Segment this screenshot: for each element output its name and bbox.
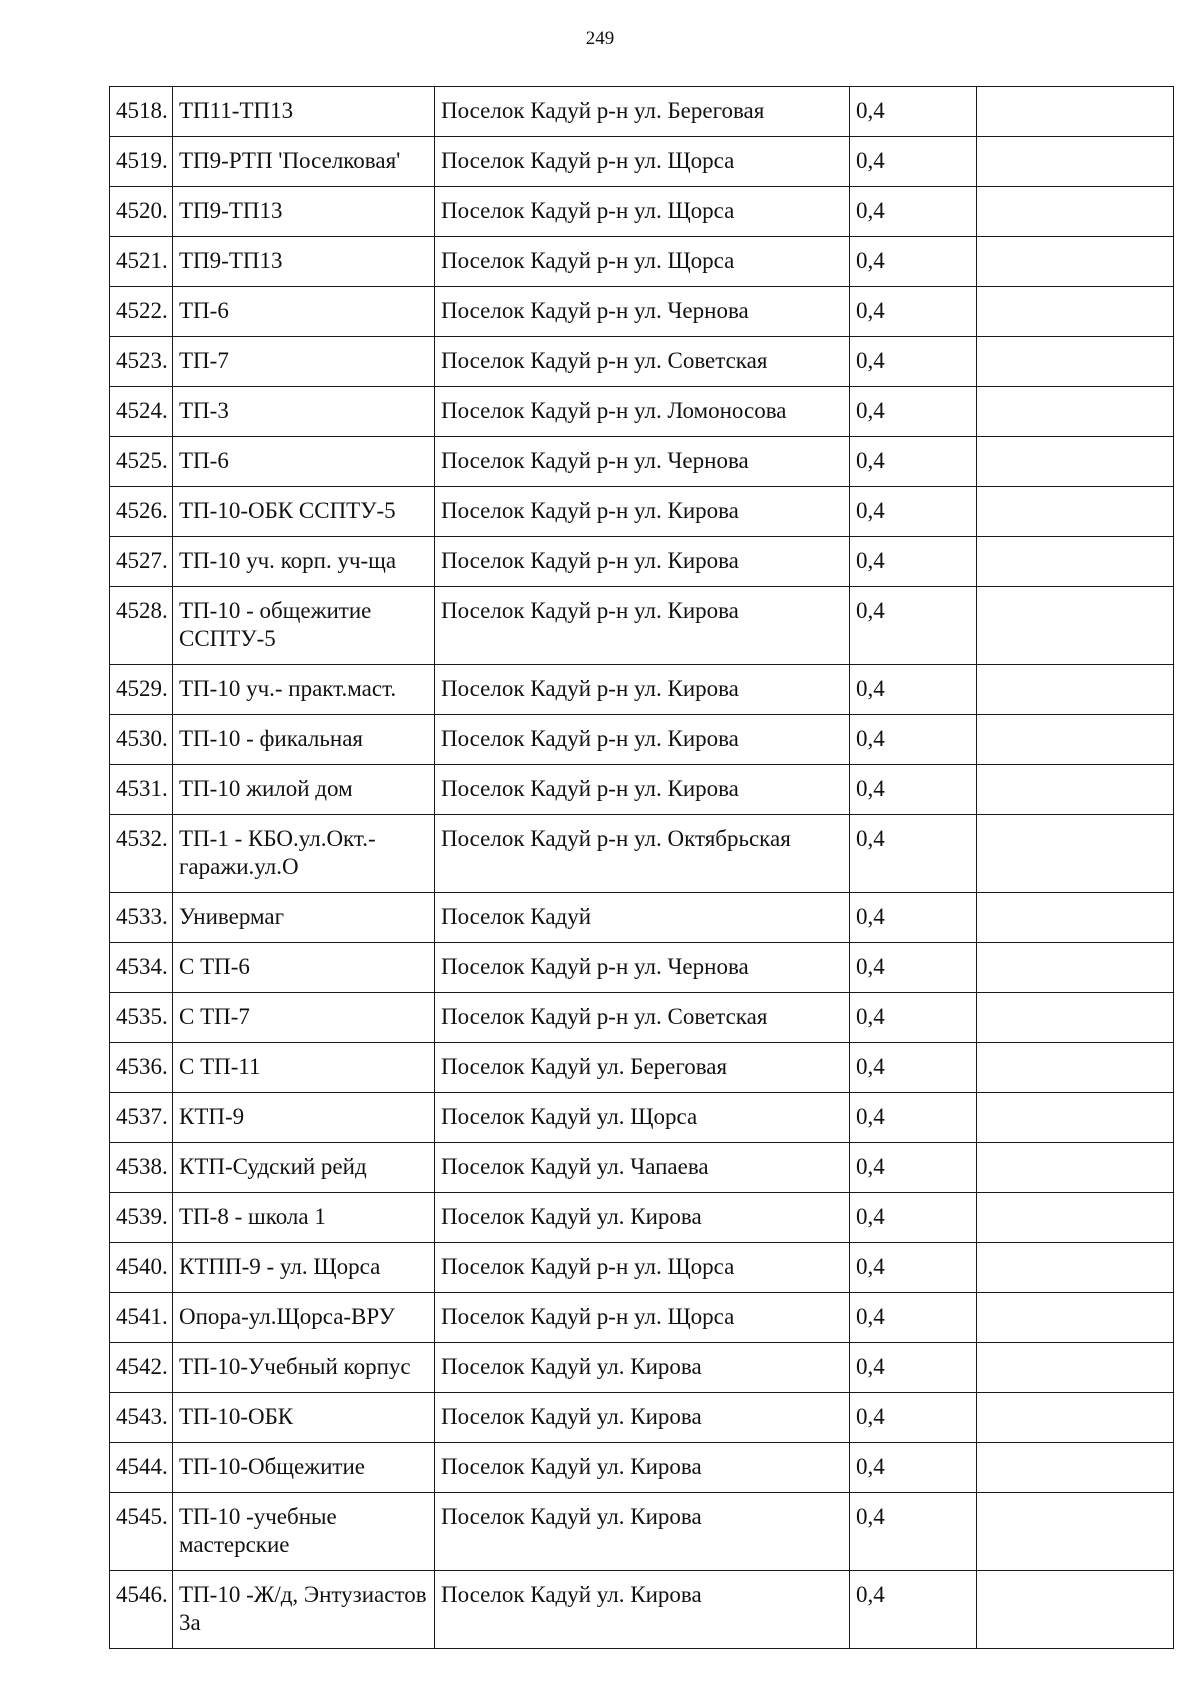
table-row xyxy=(110,943,1174,993)
table-row xyxy=(110,1143,1174,1193)
extra-cell xyxy=(977,1243,1174,1293)
table-row xyxy=(110,437,1174,487)
extra-cell xyxy=(977,665,1174,715)
extra-cell xyxy=(977,1143,1174,1193)
extra-cell xyxy=(977,1293,1174,1343)
voltage-cell: 0,4 xyxy=(850,815,977,893)
voltage-cell: 0,4 xyxy=(850,1443,977,1493)
address-cell: Поселок Кадуй р-н ул. Чернова xyxy=(435,287,850,337)
table-row xyxy=(110,137,1174,187)
address-cell: Поселок Кадуй р-н ул. Кирова xyxy=(435,715,850,765)
table-row xyxy=(110,1193,1174,1243)
table-row xyxy=(110,587,1174,665)
row-number-cell: 4530. xyxy=(110,715,173,765)
row-number-cell: 4540. xyxy=(110,1243,173,1293)
extra-cell xyxy=(977,287,1174,337)
address-cell: Поселок Кадуй xyxy=(435,893,850,943)
table-row xyxy=(110,487,1174,537)
object-name-cell: С ТП-7 xyxy=(173,993,435,1043)
address-cell: Поселок Кадуй р-н ул. Кирова xyxy=(435,537,850,587)
object-name-cell: ТП-10-ОБК xyxy=(173,1393,435,1443)
address-cell: Поселок Кадуй ул. Чапаева xyxy=(435,1143,850,1193)
table-row xyxy=(110,665,1174,715)
row-number-cell: 4538. xyxy=(110,1143,173,1193)
row-number-cell: 4545. xyxy=(110,1493,173,1571)
extra-cell xyxy=(977,765,1174,815)
row-number-cell: 4536. xyxy=(110,1043,173,1093)
extra-cell xyxy=(977,237,1174,287)
object-name-cell: ТП-8 - школа 1 xyxy=(173,1193,435,1243)
voltage-cell: 0,4 xyxy=(850,487,977,537)
object-name-cell: С ТП-11 xyxy=(173,1043,435,1093)
voltage-cell: 0,4 xyxy=(850,287,977,337)
address-cell: Поселок Кадуй р-н ул. Щорса xyxy=(435,187,850,237)
voltage-cell: 0,4 xyxy=(850,993,977,1043)
extra-cell xyxy=(977,1393,1174,1443)
object-name-cell: Универмаг xyxy=(173,893,435,943)
extra-cell xyxy=(977,537,1174,587)
voltage-cell: 0,4 xyxy=(850,893,977,943)
row-number-cell: 4534. xyxy=(110,943,173,993)
object-name-cell: ТП9-ТП13 xyxy=(173,237,435,287)
object-name-cell: ТП-10-Общежитие xyxy=(173,1443,435,1493)
extra-cell xyxy=(977,437,1174,487)
object-name-cell: ТП9-ТП13 xyxy=(173,187,435,237)
extra-cell xyxy=(977,715,1174,765)
object-name-cell: С ТП-6 xyxy=(173,943,435,993)
extra-cell xyxy=(977,337,1174,387)
address-cell: Поселок Кадуй ул. Кирова xyxy=(435,1571,850,1649)
address-cell: Поселок Кадуй р-н ул. Щорса xyxy=(435,1293,850,1343)
voltage-cell: 0,4 xyxy=(850,715,977,765)
row-number-cell: 4527. xyxy=(110,537,173,587)
address-cell: Поселок Кадуй ул. Кирова xyxy=(435,1443,850,1493)
row-number-cell: 4518. xyxy=(110,87,173,137)
row-number-cell: 4523. xyxy=(110,337,173,387)
table-row xyxy=(110,1043,1174,1093)
voltage-cell: 0,4 xyxy=(850,665,977,715)
address-cell: Поселок Кадуй р-н ул. Щорса xyxy=(435,137,850,187)
extra-cell xyxy=(977,587,1174,665)
row-number-cell: 4533. xyxy=(110,893,173,943)
extra-cell xyxy=(977,1493,1174,1571)
voltage-cell: 0,4 xyxy=(850,137,977,187)
extra-cell xyxy=(977,1043,1174,1093)
voltage-cell: 0,4 xyxy=(850,1143,977,1193)
voltage-cell: 0,4 xyxy=(850,587,977,665)
address-cell: Поселок Кадуй ул. Кирова xyxy=(435,1393,850,1443)
table-row xyxy=(110,815,1174,893)
object-name-cell: ТП11-ТП13 xyxy=(173,87,435,137)
row-number-cell: 4539. xyxy=(110,1193,173,1243)
voltage-cell: 0,4 xyxy=(850,765,977,815)
row-number-cell: 4524. xyxy=(110,387,173,437)
object-name-cell: ТП-6 xyxy=(173,287,435,337)
row-number-cell: 4529. xyxy=(110,665,173,715)
extra-cell xyxy=(977,1093,1174,1143)
voltage-cell: 0,4 xyxy=(850,237,977,287)
row-number-cell: 4544. xyxy=(110,1443,173,1493)
address-cell: Поселок Кадуй р-н ул. Щорса xyxy=(435,1243,850,1293)
voltage-cell: 0,4 xyxy=(850,1043,977,1093)
voltage-cell: 0,4 xyxy=(850,1243,977,1293)
address-cell: Поселок Кадуй р-н ул. Ломоносова xyxy=(435,387,850,437)
row-number-cell: 4546. xyxy=(110,1571,173,1649)
table-row xyxy=(110,1293,1174,1343)
address-cell: Поселок Кадуй р-н ул. Щорса xyxy=(435,237,850,287)
object-name-cell: ТП-3 xyxy=(173,387,435,437)
row-number-cell: 4535. xyxy=(110,993,173,1043)
table-row xyxy=(110,1571,1174,1649)
row-number-cell: 4521. xyxy=(110,237,173,287)
row-number-cell: 4525. xyxy=(110,437,173,487)
voltage-cell: 0,4 xyxy=(850,1493,977,1571)
table-row xyxy=(110,1093,1174,1143)
object-name-cell: ТП-10 уч.- практ.маст. xyxy=(173,665,435,715)
row-number-cell: 4519. xyxy=(110,137,173,187)
row-number-cell: 4522. xyxy=(110,287,173,337)
extra-cell xyxy=(977,1193,1174,1243)
extra-cell xyxy=(977,187,1174,237)
row-number-cell: 4520. xyxy=(110,187,173,237)
object-name-cell: ТП-10-ОБК ССПТУ-5 xyxy=(173,487,435,537)
row-number-cell: 4542. xyxy=(110,1343,173,1393)
address-cell: Поселок Кадуй р-н ул. Кирова xyxy=(435,487,850,537)
voltage-cell: 0,4 xyxy=(850,1193,977,1243)
table-row xyxy=(110,993,1174,1043)
table-row xyxy=(110,187,1174,237)
object-name-cell: ТП-1 - КБО.ул.Окт.-гаражи.ул.О xyxy=(173,815,435,893)
address-cell: Поселок Кадуй ул. Кирова xyxy=(435,1193,850,1243)
voltage-cell: 0,4 xyxy=(850,187,977,237)
table-row xyxy=(110,337,1174,387)
voltage-cell: 0,4 xyxy=(850,1093,977,1143)
voltage-cell: 0,4 xyxy=(850,1571,977,1649)
voltage-cell: 0,4 xyxy=(850,1343,977,1393)
voltage-cell: 0,4 xyxy=(850,537,977,587)
address-cell: Поселок Кадуй р-н ул. Кирова xyxy=(435,765,850,815)
table-row xyxy=(110,237,1174,287)
extra-cell xyxy=(977,87,1174,137)
address-cell: Поселок Кадуй р-н ул. Советская xyxy=(435,993,850,1043)
address-cell: Поселок Кадуй р-н ул. Чернова xyxy=(435,943,850,993)
registry-table xyxy=(109,86,1174,1649)
table-row xyxy=(110,1343,1174,1393)
address-cell: Поселок Кадуй р-н ул. Береговая xyxy=(435,87,850,137)
object-name-cell: ТП-10 жилой дом xyxy=(173,765,435,815)
voltage-cell: 0,4 xyxy=(850,337,977,387)
address-cell: Поселок Кадуй р-н ул. Кирова xyxy=(435,665,850,715)
row-number-cell: 4526. xyxy=(110,487,173,537)
table-row xyxy=(110,765,1174,815)
table-row xyxy=(110,87,1174,137)
address-cell: Поселок Кадуй р-н ул. Чернова xyxy=(435,437,850,487)
table-row xyxy=(110,1493,1174,1571)
table-row xyxy=(110,537,1174,587)
registry-table-body xyxy=(110,87,1174,1649)
row-number-cell: 4531. xyxy=(110,765,173,815)
address-cell: Поселок Кадуй р-н ул. Советская xyxy=(435,337,850,387)
row-number-cell: 4537. xyxy=(110,1093,173,1143)
table-row xyxy=(110,387,1174,437)
object-name-cell: Опора-ул.Щорса-ВРУ xyxy=(173,1293,435,1343)
row-number-cell: 4532. xyxy=(110,815,173,893)
row-number-cell: 4528. xyxy=(110,587,173,665)
voltage-cell: 0,4 xyxy=(850,437,977,487)
object-name-cell: ТП-10 - общежитие ССПТУ-5 xyxy=(173,587,435,665)
object-name-cell: ТП-6 xyxy=(173,437,435,487)
object-name-cell: ТП-10-Учебный корпус xyxy=(173,1343,435,1393)
extra-cell xyxy=(977,487,1174,537)
address-cell: Поселок Кадуй р-н ул. Октябрьская xyxy=(435,815,850,893)
address-cell: Поселок Кадуй ул. Кирова xyxy=(435,1493,850,1571)
object-name-cell: ТП-10 уч. корп. уч-ща xyxy=(173,537,435,587)
table-row xyxy=(110,1243,1174,1293)
object-name-cell: ТП-7 xyxy=(173,337,435,387)
row-number-cell: 4541. xyxy=(110,1293,173,1343)
object-name-cell: ТП-10 -Ж/д, Энтузиастов 3а xyxy=(173,1571,435,1649)
extra-cell xyxy=(977,893,1174,943)
address-cell: Поселок Кадуй ул. Кирова xyxy=(435,1343,850,1393)
object-name-cell: ТП-10 - фикальная xyxy=(173,715,435,765)
address-cell: Поселок Кадуй ул. Береговая xyxy=(435,1043,850,1093)
extra-cell xyxy=(977,943,1174,993)
address-cell: Поселок Кадуй р-н ул. Кирова xyxy=(435,587,850,665)
voltage-cell: 0,4 xyxy=(850,87,977,137)
extra-cell xyxy=(977,1443,1174,1493)
voltage-cell: 0,4 xyxy=(850,1393,977,1443)
voltage-cell: 0,4 xyxy=(850,943,977,993)
extra-cell xyxy=(977,1571,1174,1649)
extra-cell xyxy=(977,815,1174,893)
object-name-cell: КТП-9 xyxy=(173,1093,435,1143)
table-row xyxy=(110,1443,1174,1493)
row-number-cell: 4543. xyxy=(110,1393,173,1443)
table-row xyxy=(110,715,1174,765)
extra-cell xyxy=(977,387,1174,437)
object-name-cell: ТП-10 -учебные мастерские xyxy=(173,1493,435,1571)
extra-cell xyxy=(977,1343,1174,1393)
extra-cell xyxy=(977,993,1174,1043)
table-row xyxy=(110,893,1174,943)
object-name-cell: КТПП-9 - ул. Щорса xyxy=(173,1243,435,1293)
table-row xyxy=(110,1393,1174,1443)
object-name-cell: КТП-Судский рейд xyxy=(173,1143,435,1193)
address-cell: Поселок Кадуй ул. Щорса xyxy=(435,1093,850,1143)
voltage-cell: 0,4 xyxy=(850,1293,977,1343)
extra-cell xyxy=(977,137,1174,187)
voltage-cell: 0,4 xyxy=(850,387,977,437)
object-name-cell: ТП9-РТП 'Поселковая' xyxy=(173,137,435,187)
table-row xyxy=(110,287,1174,337)
page-number: 249 xyxy=(585,28,615,49)
